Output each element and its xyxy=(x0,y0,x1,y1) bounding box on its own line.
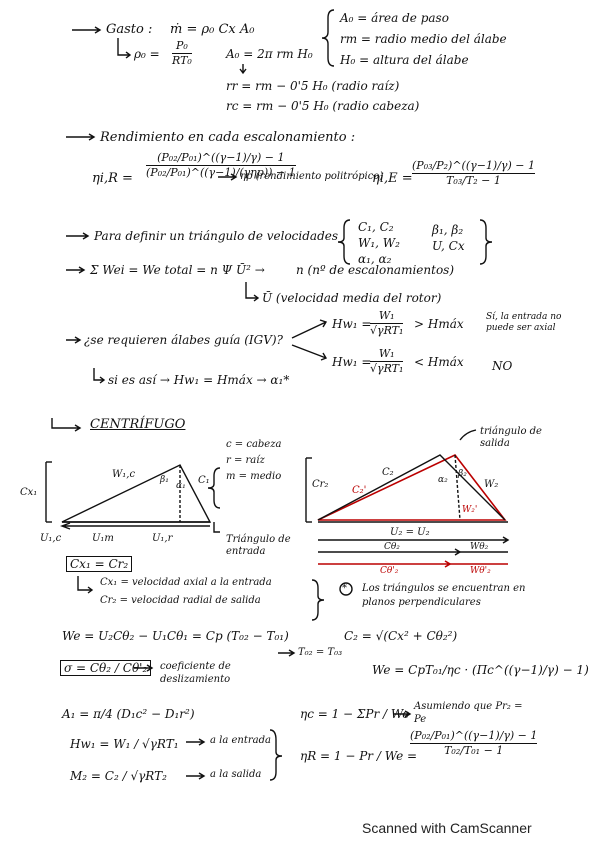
rho-numerator: P₀ xyxy=(176,39,188,52)
brace-icon xyxy=(270,730,282,780)
sub-arrow-icon xyxy=(52,418,80,431)
arrow-icon xyxy=(186,739,204,745)
def-h: H₀ = altura del álabe xyxy=(340,53,469,67)
arrow-icon xyxy=(278,650,294,656)
eta-it-label: ηi,E = xyxy=(372,171,413,186)
area-equation: A₀ = 2π rm H₀ xyxy=(226,47,313,61)
arrow-icon xyxy=(186,773,204,779)
branch-up-arrow-icon xyxy=(292,320,326,338)
down-arrow-icon xyxy=(240,64,246,73)
igv-no: NO xyxy=(492,359,513,373)
triangulo-salida-label: triángulo de salida xyxy=(480,426,542,449)
hw1-lt: < Hmáx xyxy=(414,355,464,369)
sub-arrow-icon xyxy=(94,368,104,383)
cr2-definition: Cr₂ = velocidad radial de salida xyxy=(100,595,261,606)
label-c2: C₂ xyxy=(382,467,394,478)
rho-denominator: RT₀ xyxy=(172,53,192,67)
label-cs2-prime: Cθ'₂ xyxy=(380,566,399,576)
trabajo-equation: Σ Wei = We total = n Ψ Ū² → xyxy=(90,263,265,277)
label-cr2: Cr₂ xyxy=(312,479,329,490)
rr-equation: rr = rm − 0'5 H₀ (radio raíz) xyxy=(226,79,400,93)
eta-ir-label: ηi,R = xyxy=(92,171,133,186)
a1-equation: A₁ = π/4 (D₁c² − D₁r²) xyxy=(62,707,195,721)
inlet-velocity-triangle xyxy=(62,465,210,522)
gasto-label: Gasto : xyxy=(106,22,153,37)
label-u1r: U₁,r xyxy=(152,533,173,544)
branch-down-arrow-icon xyxy=(292,345,326,360)
rho-fraction xyxy=(172,40,192,66)
brace-icon xyxy=(208,468,220,508)
etar-denominator: T₀₂/T₀₁ − 1 xyxy=(444,743,504,757)
exit-label-pointer xyxy=(460,430,476,440)
rho-label: ρ₀ = xyxy=(134,47,160,61)
hw1-num-bottom: W₁ xyxy=(378,347,395,360)
triangulos-note: Los triángulos se encuentran en planos perpendiculares xyxy=(362,583,526,608)
c-def: c = cabeza xyxy=(226,439,282,450)
etar-fraction xyxy=(410,730,537,756)
triangle-label-pointer xyxy=(214,522,220,532)
label-beta1: β₁ xyxy=(160,475,169,485)
igv-si-es-asi: si es así → Hw₁ = Hmáx → α₁* xyxy=(108,373,290,387)
brace-icon xyxy=(480,220,492,264)
triangulo-entrada-label: Triángulo de entrada xyxy=(226,534,291,557)
label-ws2: Wθ₂ xyxy=(470,542,489,552)
arrow-icon xyxy=(66,134,94,140)
label-cs2: Cθ₂ xyxy=(384,542,400,552)
turbine-efficiency-fraction xyxy=(412,160,535,186)
etac-equation: ηc = 1 − ΣPr / We xyxy=(300,707,410,721)
u1-arrow xyxy=(62,523,210,529)
label-u2: U₂ = U₂ xyxy=(390,527,430,538)
turbine-numerator: (P₀₃/P₂)^((γ−1)/γ) − 1 xyxy=(412,159,535,172)
centrifugo-title: CENTRÍFUGO xyxy=(90,417,186,432)
rc-equation: rc = rm − 0'5 H₀ (radio cabeza) xyxy=(226,99,420,113)
hw1-num-top: W₁ xyxy=(378,309,395,322)
label-alpha2: α₂ xyxy=(438,475,448,485)
label-w2: W₂ xyxy=(484,479,499,490)
hw1-fraction-bottom xyxy=(370,348,403,374)
camscanner-watermark: Scanned with CamScanner xyxy=(362,820,532,836)
trabajo-u-def: Ū (velocidad media del rotor) xyxy=(262,291,442,305)
arrow-icon xyxy=(66,267,84,273)
sub-arrow-icon xyxy=(246,282,258,301)
hw1-den-bottom: √γRT₁ xyxy=(370,361,404,375)
hw1-label-bottom: Hw₁ = xyxy=(332,355,372,369)
label-c1: C₁ xyxy=(198,475,210,486)
brace-icon xyxy=(338,220,350,264)
brace-icon xyxy=(322,10,334,66)
m-def: m = medio xyxy=(226,471,282,482)
hw1-fraction-top xyxy=(370,310,403,336)
sub-arrow-icon xyxy=(118,38,130,58)
label-u1m: U₁m xyxy=(92,533,114,544)
sigma-boxed: σ = Cθ₂ / Cθ'₂ xyxy=(60,660,151,676)
m2-note: a la salida xyxy=(210,769,262,780)
arrow-icon xyxy=(72,27,100,33)
arrow-icon xyxy=(66,337,80,343)
we-isentropic: We = CpT₀₁/ηc · (Πc^((γ−1)/γ) − 1) xyxy=(372,663,589,677)
hw1-note: a la entrada xyxy=(210,735,271,746)
trabajo-n-def: n (nº de escalonamientos) xyxy=(296,263,455,277)
label-w2-prime: W₂' xyxy=(462,505,478,515)
triangulo-set-beta: β₁, β₂ xyxy=(432,223,464,237)
rendimiento-title: Rendimiento en cada escalonamiento : xyxy=(100,130,356,145)
t02-equation: T₀₂ = T₀₃ xyxy=(298,647,343,658)
asterisk-mark: * xyxy=(342,583,347,594)
cx1-definition: Cx₁ = velocidad axial a la entrada xyxy=(100,577,272,588)
label-cx1: Cx₁ xyxy=(20,487,38,498)
label-ws2-prime: Wθ'₂ xyxy=(470,566,491,576)
cx1-cr2-boxed: Cx₁ = Cr₂ xyxy=(66,556,132,572)
sigma-definition: coeficiente de deslizamiento xyxy=(160,661,231,685)
we-equation: We = U₂Cθ₂ − U₁Cθ₁ = Cp (T₀₂ − T₀₁) xyxy=(62,629,289,643)
def-area: A₀ = área de paso xyxy=(340,11,449,25)
sub-arrow-icon xyxy=(78,576,92,593)
politropico-note: ηp (rendimiento politrópico) xyxy=(240,171,384,182)
triangulo-set-c: C₁, C₂ xyxy=(358,220,394,234)
r-def: r = raíz xyxy=(226,455,265,466)
label-alpha1: α₁ xyxy=(176,481,186,491)
igv-question: ¿se requieren álabes guía (IGV)? xyxy=(84,333,283,347)
hw1-den-top: √γRT₁ xyxy=(370,323,404,337)
hw1-gt: > Hmáx xyxy=(414,317,464,331)
brace-icon xyxy=(312,580,324,620)
m2-equation: M₂ = C₂ / √γRT₂ xyxy=(70,769,167,783)
arrow-icon xyxy=(66,233,88,239)
triangulo-set-u: U, Cx xyxy=(432,239,465,253)
gasto-equation: ṁ = ρ₀ Cx A₀ xyxy=(170,22,255,37)
hw1-equation: Hw₁ = W₁ / √γRT₁ xyxy=(70,737,179,751)
etar-equation: ηR = 1 − Pr / We = xyxy=(300,749,418,763)
compressor-denominator: (P₀₂/P₀₁)^((γ−1)/(γηp)) − 1 xyxy=(146,165,296,179)
label-w1c: W₁,c xyxy=(112,469,136,480)
turbine-denominator: T₀₃/T₂ − 1 xyxy=(446,173,501,187)
hw1-label-top: Hw₁ = xyxy=(332,317,372,331)
asumiendo-note: Asumiendo que Pr₂ = Pe xyxy=(414,701,523,725)
triangulo-text: Para definir un triángulo de velocidades xyxy=(94,229,339,243)
etar-numerator: (P₀₂/P₀₁)^((γ−1)/γ) − 1 xyxy=(410,729,538,742)
c2-magnitude: C₂ = √(Cx² + Cθ₂²) xyxy=(344,629,458,643)
label-u1c: U₁,c xyxy=(40,533,62,544)
triangulo-set-w: W₁, W₂ xyxy=(358,236,400,250)
label-c2-prime: C₂' xyxy=(352,485,367,496)
triangulo-set-alpha: α₁, α₂ xyxy=(358,252,392,266)
compressor-numerator: (P₀₂/P₀₁)^((γ−1)/γ) − 1 xyxy=(157,151,285,164)
def-rm: rm = radio medio del álabe xyxy=(340,32,507,46)
label-beta2: β₂ xyxy=(458,469,467,479)
igv-yes-note: Sí, la entrada no puede ser axial xyxy=(486,312,562,333)
